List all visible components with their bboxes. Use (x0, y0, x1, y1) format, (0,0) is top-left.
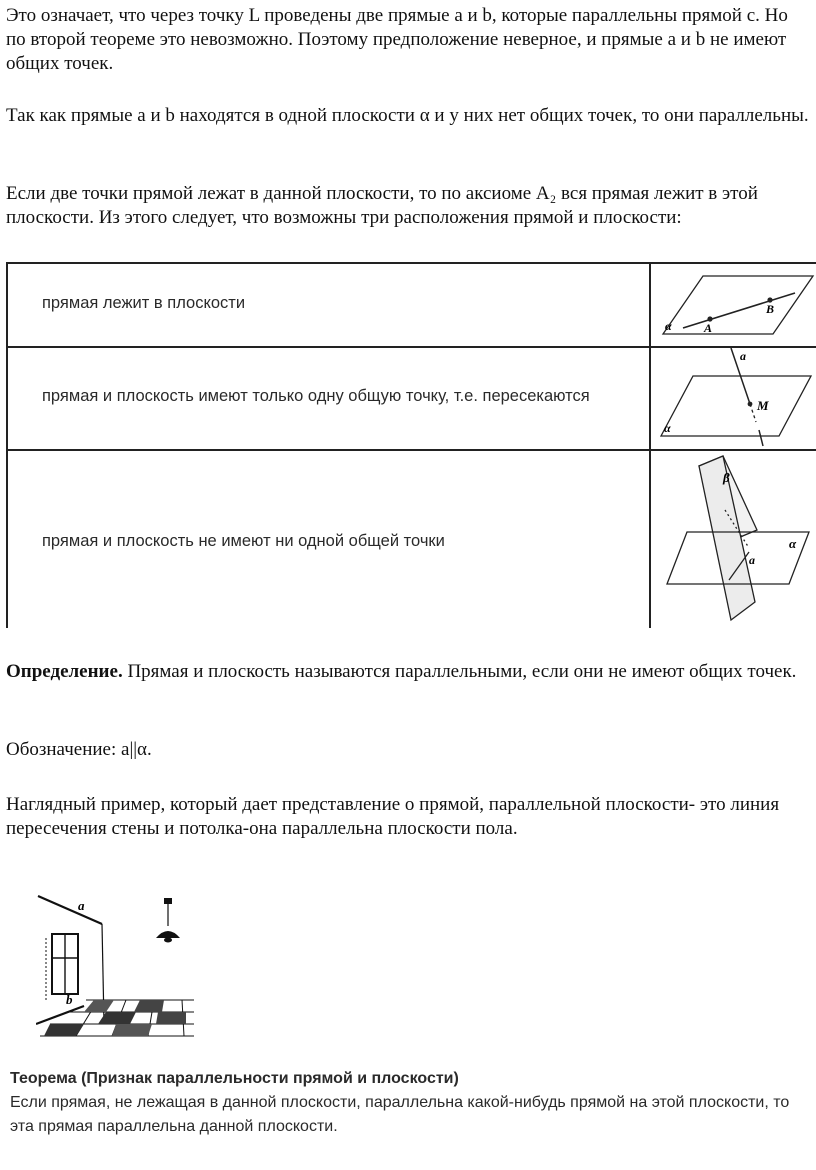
theorem-title: Теорема (Признак параллельности прямой и плоскости) (10, 1070, 459, 1087)
table-row-divider (6, 449, 816, 451)
theorem-text: Если прямая, не лежащая в данной плоскости, параллельна какой-нибудь прямой на этой плоскости, то эта прямая параллельна данной плоскости. (10, 1094, 790, 1135)
notation-paragraph: Обозначение: a||α. (6, 739, 152, 760)
table-row-text-lies-in-plane: прямая лежит в плоскости (42, 294, 246, 312)
plane-label-beta: β (723, 470, 730, 485)
theorem-block (10, 1067, 810, 1139)
line-label-b: b (66, 992, 73, 1007)
example-paragraph: Наглядный пример, который дает представление о прямой, параллельной плоскости- это линия пересечения стены и потолка-она параллельна плоскости пола. (6, 794, 780, 839)
table-column-divider (649, 262, 651, 628)
line-plane-cases-table (6, 262, 816, 628)
plane-label: α (664, 421, 671, 435)
plane-label-alpha: α (789, 536, 797, 551)
figure-line-in-plane (653, 266, 816, 344)
table-row-text-intersects: прямая и плоскость имеют только одну общую точку, т.е. пересекаются (42, 387, 590, 405)
plane-label: α (665, 319, 672, 333)
table-row-text-no-common-points: прямая и плоскость не имеют ни одной общей точки (42, 532, 445, 550)
point-label-a: A (704, 321, 713, 335)
definition-term: Определение. (6, 661, 123, 682)
figure-line-intersects-plane (653, 348, 816, 448)
definition-text: Прямая и плоскость называются параллельными, если они не имеют общих точек. (122, 661, 797, 682)
room-illustration (36, 888, 198, 1040)
line-label-a: a (78, 898, 85, 913)
paragraph-proof-conclusion: Это означает, что через точку L проведены две прямые a и b, которые параллельны прямой с. Но по второй теореме это невозможно. Поэтому предположение неверное, и прямые a и b не имеют общих точек. (6, 5, 788, 74)
table-border-left (6, 262, 8, 628)
point-label-b: B (766, 302, 775, 316)
line-label: a (749, 553, 755, 567)
definition-paragraph (6, 660, 812, 684)
table-border-top (6, 262, 816, 264)
point-label-m: M (757, 398, 769, 413)
paragraph-axiom: Если две точки прямой лежат в данной плоскости, то по аксиоме A₂ вся прямая лежит в этой плоскости. Из этого следует, что возможны три расположения прямой и плоскости: (6, 183, 758, 228)
paragraph-parallel-conclusion: Так как прямые a и b находятся в одной плоскости α и у них нет общих точек, то они параллельны. (6, 105, 809, 126)
line-label: a (740, 349, 746, 363)
figure-line-parallel-plane (653, 452, 816, 624)
